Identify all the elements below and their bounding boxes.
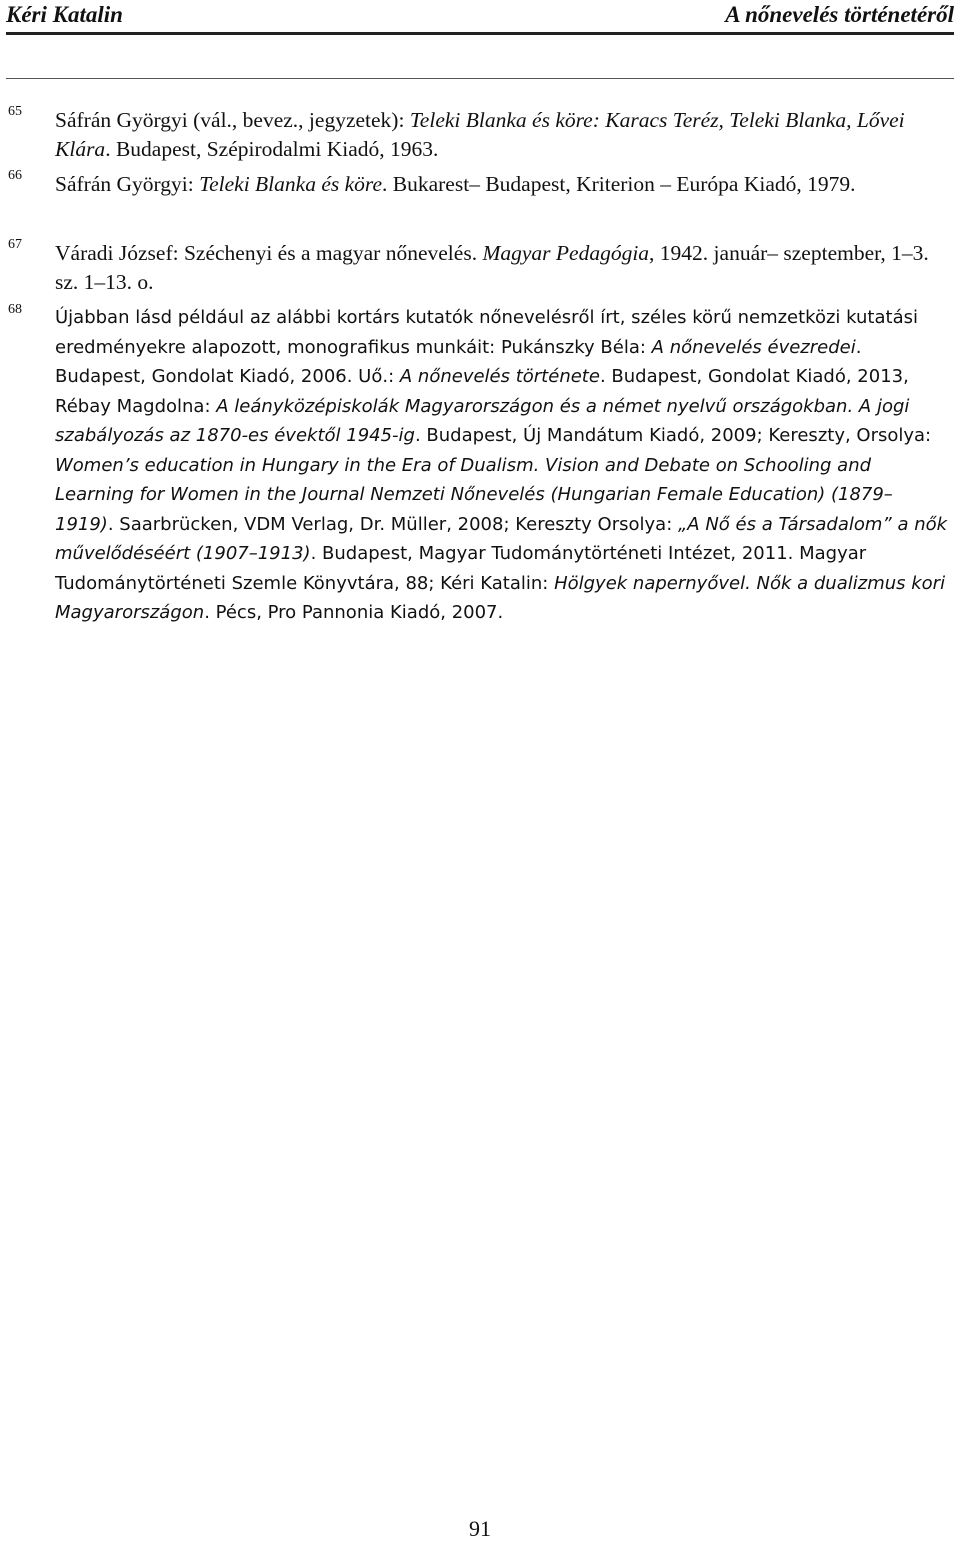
footnote-text: , 1942. január– szeptember, 1–3. sz. 1–13. o.	[55, 241, 929, 294]
footnote-text: . Bukarest– Budapest, Kriterion – Európa Kiadó, 1979.	[382, 172, 856, 196]
footnote-text: . Pécs, Pro Pannonia Kiadó, 2007.	[204, 602, 504, 623]
header-title: A nőnevelés történetéről	[725, 2, 954, 27]
footnote-title: A leányközépiskolák Magyarországon és a német nyelvű országokban. A jogi szabályozás az 1870-es évektől 1945-ig	[55, 395, 910, 446]
footnote-title: „A Nő és a Társadalom” a nők művelődéséért (1907–1913)	[55, 513, 948, 564]
footnote-66	[55, 170, 950, 199]
footnote-text: Sáfrán Györgyi:	[55, 172, 200, 196]
footnote-title: Teleki Blanka és köre	[199, 172, 383, 196]
footnote-text: . Budapest, Gondolat Kiadó, 2006. Uő.:	[55, 336, 862, 387]
footnote-text: . Budapest, Új Mandátum Kiadó, 2009; Kereszty, Orsolya:	[414, 425, 932, 446]
header-author: Kéri Katalin	[6, 2, 123, 27]
footnote-text: . Budapest, Magyar Tudománytörténeti Intézet, 2011. Magyar Tudománytörténeti Szemle Könyvtára, 88; Kéri Katalin:	[55, 543, 867, 594]
footnote-text: Sáfrán Györgyi (vál., bevez., jegyzetek):	[55, 108, 410, 132]
footnote-title: A nőnevelés története	[399, 366, 600, 387]
footnote-67	[55, 239, 950, 297]
running-header	[6, 0, 954, 35]
footnote-title: Teleki Blanka és köre: Karacs Teréz, Teleki Blanka, Lővei Klára	[55, 108, 905, 161]
footnote-text: . Saarbrücken, VDM Verlag, Dr. Müller, 2008; Kereszty Orsolya:	[107, 513, 678, 535]
footnote-number: 65	[8, 104, 22, 119]
footnote-separator	[6, 78, 954, 79]
footnote-text: . Budapest, Gondolat Kiadó, 2013, Rébay Magdolna:	[55, 366, 909, 417]
footnote-text: Váradi József: Széchenyi és a magyar nőnevelés.	[55, 241, 483, 265]
footnote-number: 67	[8, 237, 22, 252]
footnote-title: Magyar Pedagógia	[482, 241, 650, 265]
footnote-65	[55, 106, 950, 164]
footnote-title: A nőnevelés évezredei	[651, 336, 856, 358]
footnote-title: Women’s education in Hungary in the Era of Dualism. Vision and Debate on Schooling and Learning for Women in the Journal Nemzeti Nőnevelés (Hungarian Female Education) (1879–1919)	[55, 454, 893, 535]
footnote-68	[55, 303, 950, 628]
footnote-text: Újabban lásd például az alábbi kortárs kutatók nőnevelésről írt, széles körű nemzetközi kutatási eredményekre alapozott, monografikus munkáit: Pukánszky Béla:	[55, 307, 918, 358]
footnote-text: . Budapest, Szépirodalmi Kiadó, 1963.	[105, 137, 439, 161]
footnote-number: 66	[8, 168, 22, 183]
footnote-title: Hölgyek napernyővel. Nők a dualizmus kori Magyarországon	[55, 572, 946, 623]
page-number: 91	[469, 1516, 491, 1541]
footnote-number: 68	[8, 302, 22, 317]
